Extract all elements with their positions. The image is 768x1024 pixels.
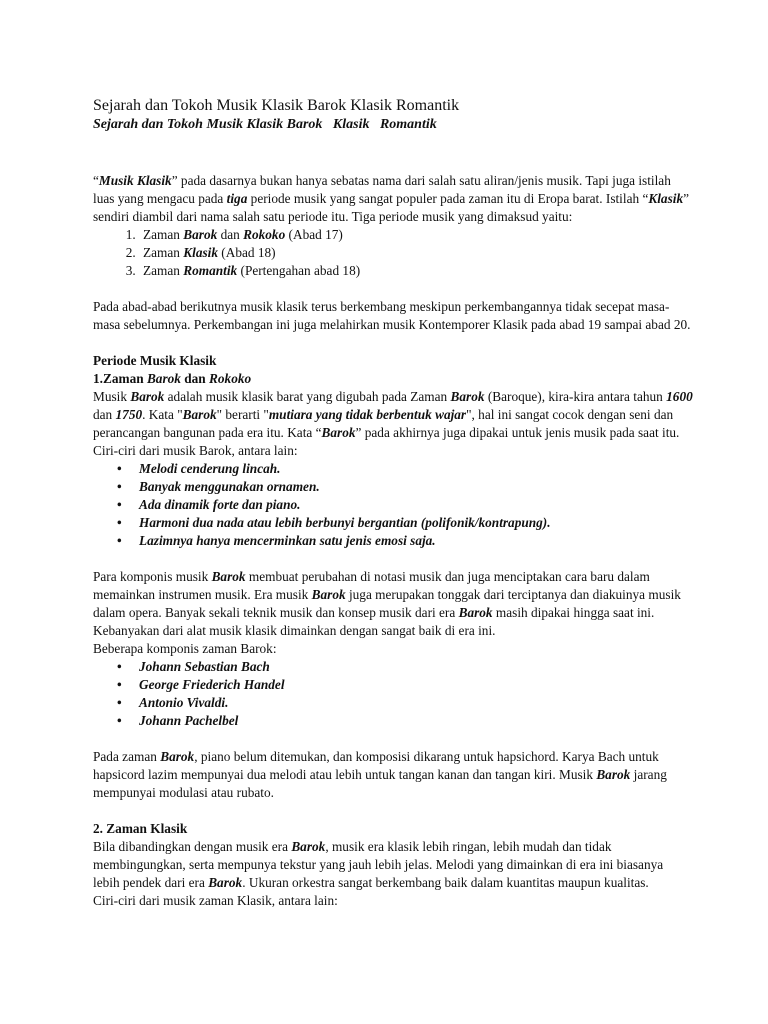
ciri-barok-list xyxy=(93,460,693,550)
ciri-klasik-intro: Ciri-ciri dari musik zaman Klasik, antara lain: xyxy=(93,893,338,908)
document-page xyxy=(93,96,693,910)
development-paragraph: Pada abad-abad berikutnya musik klasik terus berkembang meskipun perkembangannya tidak secepat masa-masa sebelumnya. Perkembangan ini juga melahirkan musik Kontemporer Klasik pada abad 19 sampai abad 20. xyxy=(93,299,691,332)
list-item: • Banyak menggunakan ornamen. xyxy=(139,478,693,496)
list-item: • Ada dinamik forte dan piano. xyxy=(139,496,693,514)
list-item: 3. Zaman Romantik (Pertengahan abad 18) xyxy=(139,262,693,280)
piano-paragraph: Pada zaman Barok, piano belum ditemukan, dan komposisi dikarang untuk hapsichord. Karya Bach untuk hapsicord lazim mempunyai dua melodi atau lebih untuk tangan kanan dan tangan kiri. Musik Barok jarang mempunyai modulasi atau rubato. xyxy=(93,749,667,800)
section-heading-periode: Periode Musik Klasik xyxy=(93,353,217,368)
komponis-paragraph: Para komponis musik Barok membuat perubahan di notasi musik dan juga menciptakan cara baru dalam memainkan instrumen musik. Era musik Barok juga merupakan tonggak dari terciptanya dan diakuinya musik dalam opera. Banyak sekali teknik musik dan konsep musik dari era Barok masih dipakai hingga saat ini. Kebanyakan dari alat musik klasik dimainkan dengan sangat baik di era ini. xyxy=(93,569,681,638)
section-heading-barok: 1.Zaman Barok dan Rokoko xyxy=(93,371,252,386)
ciri-barok-intro: Ciri-ciri dari musik Barok, antara lain: xyxy=(93,443,298,458)
barok-paragraph: Musik Barok adalah musik klasik barat yang digubah pada Zaman Barok (Baroque), kira-kira antara tahun 1600 dan 1750. Kata "Barok" berarti "mutiara yang tidak berbentuk wajar", hal ini sangat cocok dengan seni dan perancangan bangunan pada era itu. Kata “Barok” pada akhirnya juga dipakai untuk jenis musik pada saat itu. xyxy=(93,389,693,440)
document-title: Sejarah dan Tokoh Musik Klasik Barok Klasik Romantik xyxy=(93,97,460,114)
document-subtitle: Sejarah dan Tokoh Musik Klasik Barok Klasik Romantik xyxy=(93,117,437,132)
periods-list xyxy=(93,226,693,280)
list-item: 1. Zaman Barok dan Rokoko (Abad 17) xyxy=(139,226,693,244)
list-item: • Antonio Vivaldi. xyxy=(139,694,693,712)
list-item: • Johann Pachelbel xyxy=(139,712,693,730)
klasik-paragraph: Bila dibandingkan dengan musik era Barok, musik era klasik lebih ringan, lebih mudah dan tidak membingungkan, serta mempunya tekstur yang jauh lebih jelas. Melodi yang dimainkan di era ini biasanya lebih pendek dari era Barok. Ukuran orkestra sangat berkembang baik dalam kuantitas maupun kualitas. xyxy=(93,839,664,890)
list-item: • Harmoni dua nada atau lebih berbunyi bergantian (polifonik/kontrapung). xyxy=(139,514,693,532)
section-heading-klasik: 2. Zaman Klasik xyxy=(93,821,188,836)
list-item: • George Friederich Handel xyxy=(139,676,693,694)
list-item: 2. Zaman Klasik (Abad 18) xyxy=(139,244,693,262)
list-item: • Johann Sebastian Bach xyxy=(139,658,693,676)
intro-paragraph: “Musik Klasik” pada dasarnya bukan hanya sebatas nama dari salah satu aliran/jenis musik. Tapi juga istilah luas yang mengacu pada tiga periode musik yang sangat populer pada zaman itu di Eropa barat. Istilah “Klasik” sendiri diambil dari nama salah satu periode itu. Tiga periode musik yang dimaksud yaitu: xyxy=(93,173,689,224)
list-item: • Melodi cenderung lincah. xyxy=(139,460,693,478)
komponis-intro: Beberapa komponis zaman Barok: xyxy=(93,641,277,656)
komponis-list xyxy=(93,658,693,730)
list-item: • Lazimnya hanya mencerminkan satu jenis emosi saja. xyxy=(139,532,693,550)
